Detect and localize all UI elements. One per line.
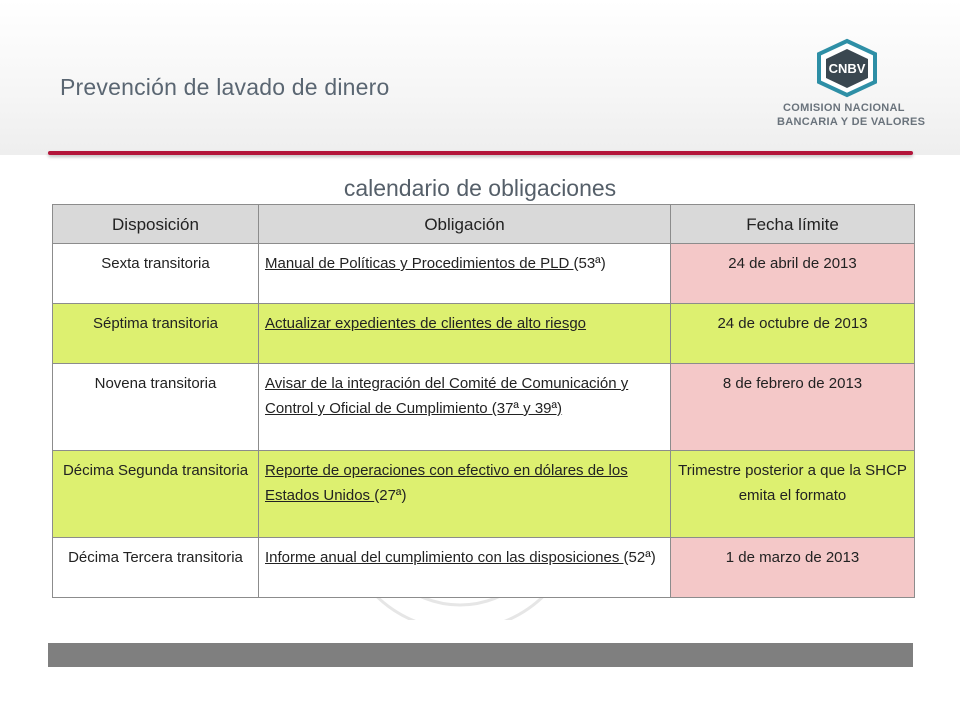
obligacion-link[interactable]: Reporte de operaciones con efectivo en dólares de los Estados Unidos [265, 462, 628, 504]
cell-obligacion [259, 538, 671, 598]
cell-obligacion [259, 451, 671, 538]
obligacion-link[interactable]: Actualizar expedientes de clientes de alto riesgo [265, 315, 587, 332]
cnbv-logo-icon [811, 38, 883, 98]
table-header-row [53, 205, 915, 244]
table-row [53, 538, 915, 598]
table-row [53, 304, 915, 364]
cell-obligacion [259, 364, 671, 451]
obligacion-link[interactable]: Informe anual del cumplimiento con las disposiciones [265, 549, 624, 566]
cnbv-logo [775, 38, 925, 133]
cell-fecha: 1 de marzo de 2013 [671, 538, 915, 598]
cell-obligacion [259, 244, 671, 304]
cell-fecha: 24 de abril de 2013 [671, 244, 915, 304]
header-disposicion: Disposición [53, 205, 259, 244]
table-row [53, 364, 915, 451]
table-row [53, 451, 915, 538]
logo-abbr: CNBV [828, 61, 866, 76]
obligacion-link[interactable]: Manual de Políticas y Procedimientos de PLD [265, 255, 574, 272]
obligacion-ref: (52ª) [623, 549, 656, 566]
footer-bar [48, 643, 913, 667]
table-row [53, 244, 915, 304]
header-divider [48, 151, 913, 155]
obligacion-link[interactable]: Avisar de la integración del Comité de Comunicación y Control y Oficial de Cumplimiento (37ª y 39ª) [265, 375, 629, 417]
logo-line-1: COMISION NACIONAL [783, 102, 905, 114]
cell-disposicion: Décima Tercera transitoria [53, 538, 259, 598]
cell-fecha: 24 de octubre de 2013 [671, 304, 915, 364]
cell-disposicion: Novena transitoria [53, 364, 259, 451]
page-title: Prevención de lavado de dinero [60, 74, 390, 100]
cell-disposicion: Séptima transitoria [53, 304, 259, 364]
cell-fecha: 8 de febrero de 2013 [671, 364, 915, 451]
obligacion-ref: (53ª) [573, 255, 606, 272]
obligacion-ref: (27ª) [374, 487, 407, 504]
cell-disposicion: Sexta transitoria [53, 244, 259, 304]
cell-disposicion: Décima Segunda transitoria [53, 451, 259, 538]
cell-obligacion [259, 304, 671, 364]
cell-fecha: Trimestre posterior a que la SHCP emita el formato [671, 451, 915, 538]
section-title: calendario de obligaciones [343, 175, 617, 201]
header-obligacion: Obligación [259, 205, 671, 244]
header-fecha-limite: Fecha límite [671, 205, 915, 244]
logo-line-2: BANCARIA Y DE VALORES [777, 116, 926, 128]
obligations-table [52, 204, 915, 598]
